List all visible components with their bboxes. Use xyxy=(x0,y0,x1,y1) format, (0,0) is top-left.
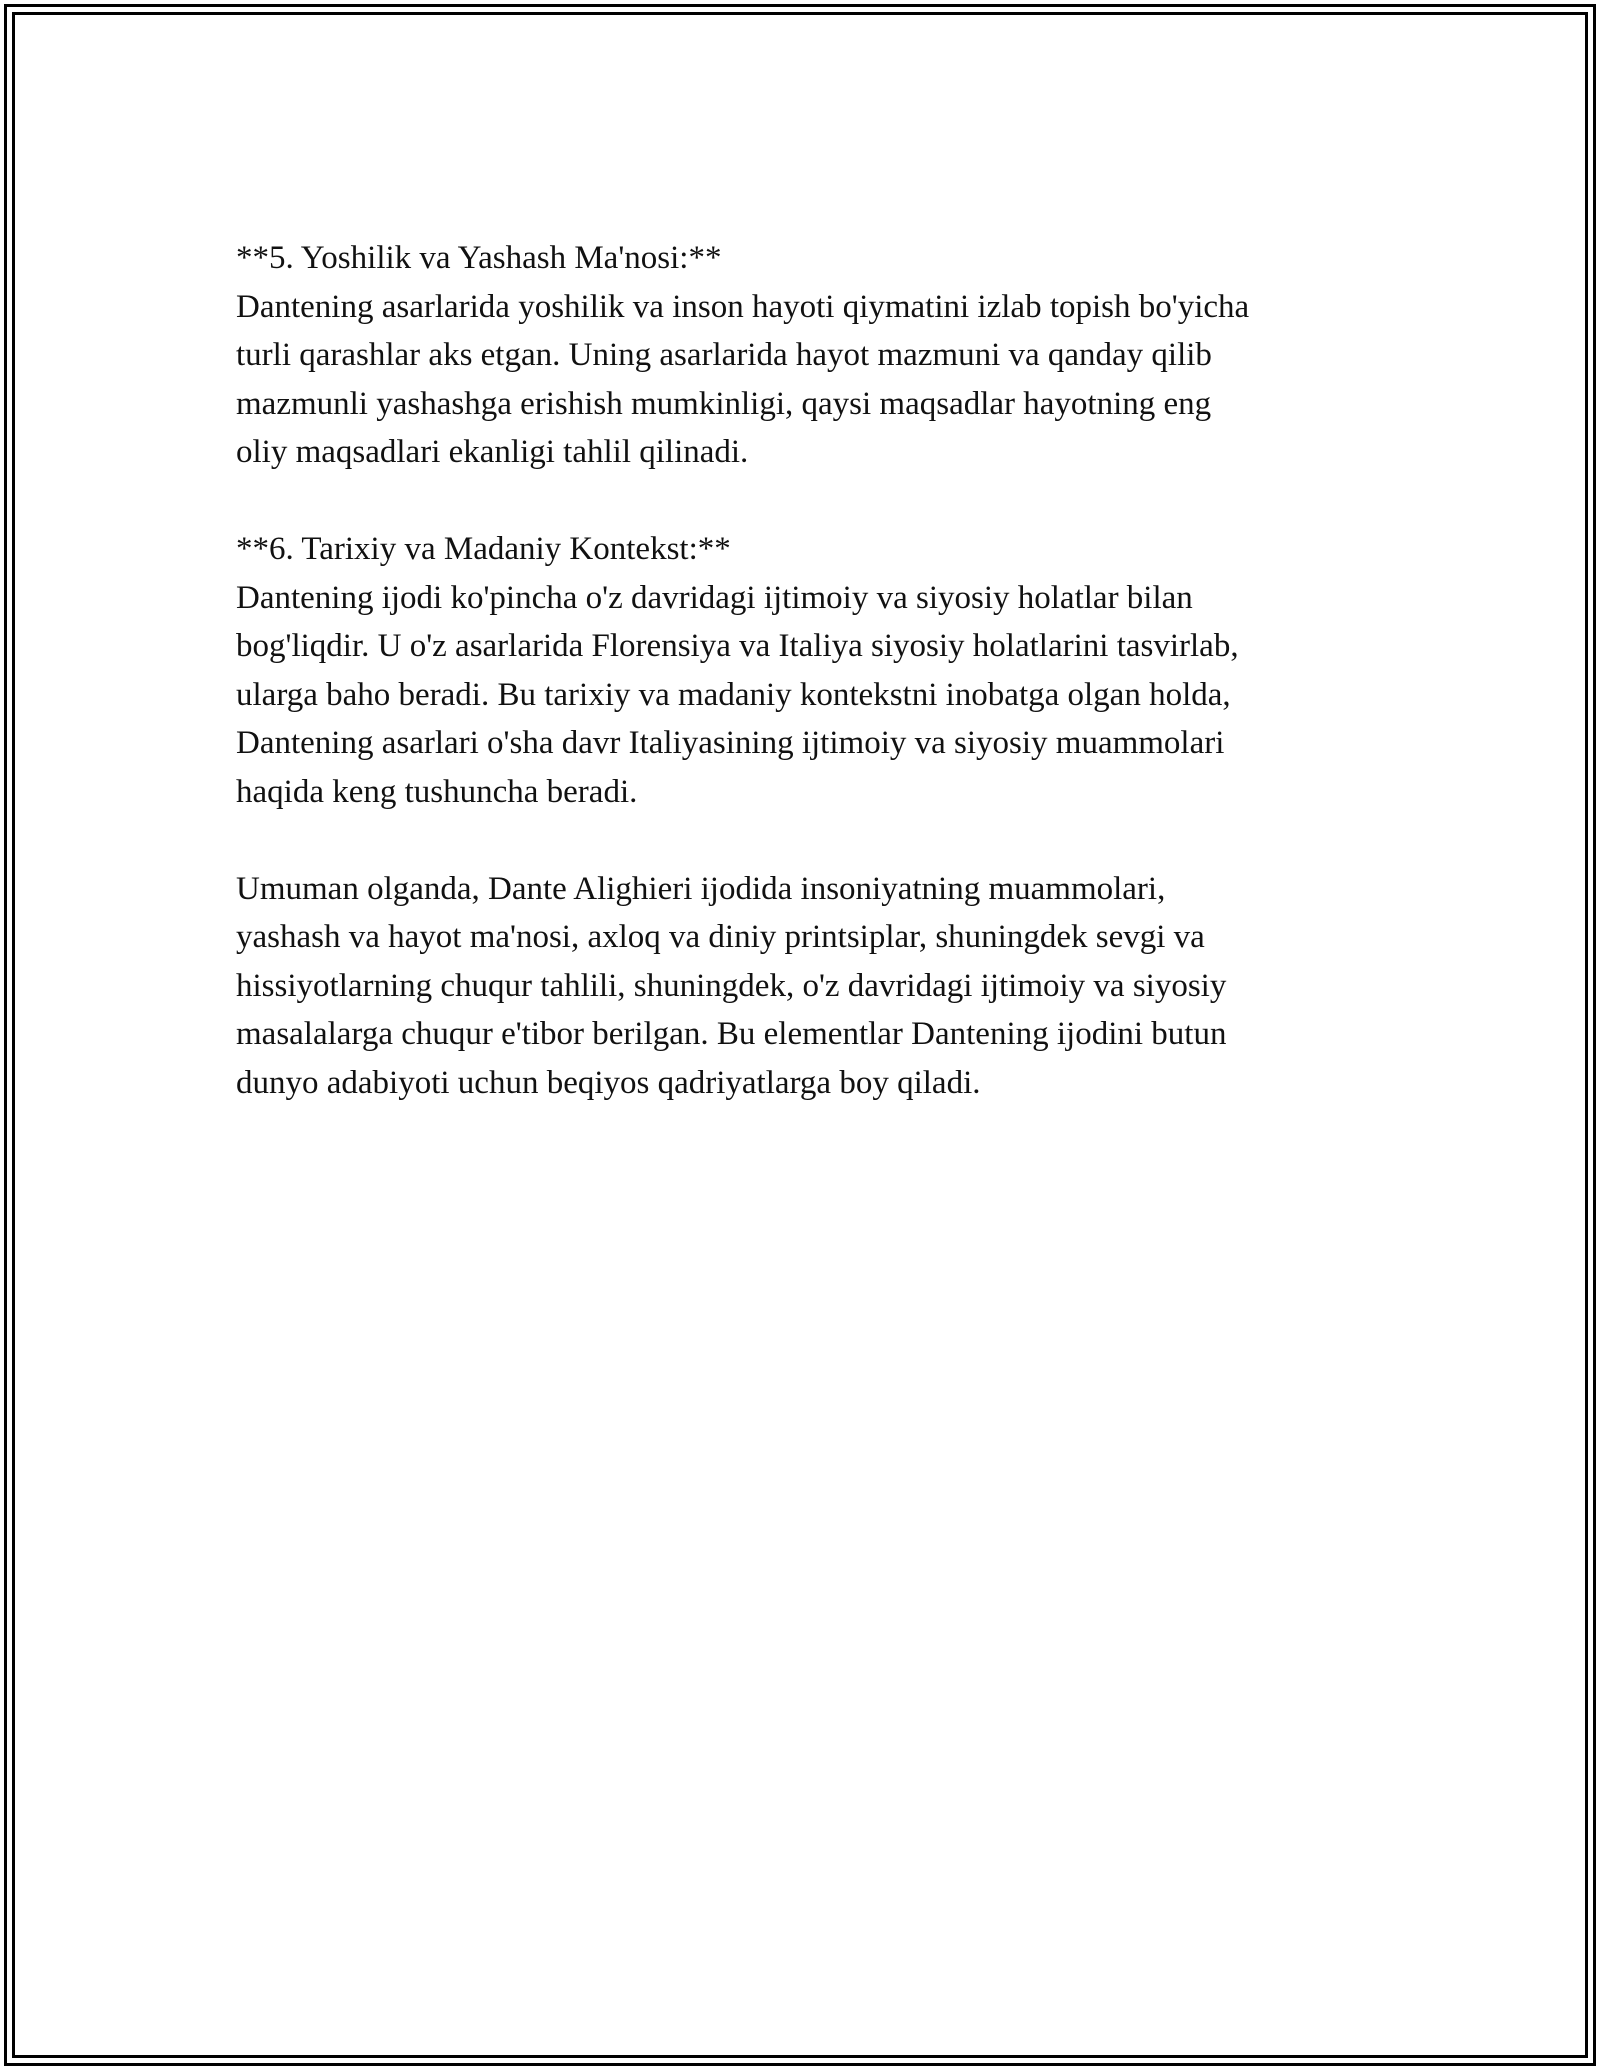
paragraph-line: turli qarashlar aks etgan. Uning asarlarida hayot mazmuni va qanday qilib xyxy=(236,337,1212,373)
paragraph-line: ularga baho beradi. Bu tarixiy va madaniy kontekstni inobatga olgan holda, xyxy=(236,676,1231,713)
paragraph-line: haqida keng tushuncha beradi. xyxy=(236,773,638,810)
conclusion-paragraph xyxy=(236,865,1386,1108)
section-yoshilik xyxy=(236,234,1386,477)
paragraph-line: Umuman olganda, Dante Alighieri ijodida insoniyatning muammolari, xyxy=(236,870,1166,907)
paragraph-line: yashash va hayot ma'nosi, axloq va diniy printsiplar, shuningdek sevgi va xyxy=(236,919,1205,955)
section-heading: **6. Tarixiy va Madaniy Kontekst:** xyxy=(236,531,731,567)
paragraph-line: oliy maqsadlari ekanligi tahlil qilinadi. xyxy=(236,434,749,470)
paragraph-line: mazmunli yashashga erishish mumkinligi, qaysi maqsadlar hayotning eng xyxy=(236,385,1212,422)
section-tarixiy xyxy=(236,525,1386,816)
document-body xyxy=(236,234,1386,1156)
paragraph-line: hissiyotlarning chuqur tahlili, shuningdek, o'z davridagi ijtimoiy va siyosiy xyxy=(236,967,1227,1004)
paragraph-line: bog'liqdir. U o'z asarlarida Florensiya va Italiya siyosiy holatlarini tasvirlab, xyxy=(236,628,1239,664)
paragraph-line: Dantening asarlari o'sha davr Italiyasining ijtimoiy va siyosiy muammolari xyxy=(236,725,1225,761)
paragraph-line: dunyo adabiyoti uchun beqiyos qadriyatlarga boy qiladi. xyxy=(236,1064,981,1101)
paragraph-line: Dantening ijodi ko'pincha o'z davridagi ijtimoiy va siyosiy holatlar bilan xyxy=(236,579,1193,616)
paragraph-line: masalalarga chuqur e'tibor berilgan. Bu elementlar Dantening ijodini butun xyxy=(236,1016,1227,1052)
section-heading: **5. Yoshilik va Yashash Ma'nosi:** xyxy=(236,240,722,276)
paragraph-line: Dantening asarlarida yoshilik va inson hayoti qiymatini izlab topish bo'yicha xyxy=(236,288,1250,325)
